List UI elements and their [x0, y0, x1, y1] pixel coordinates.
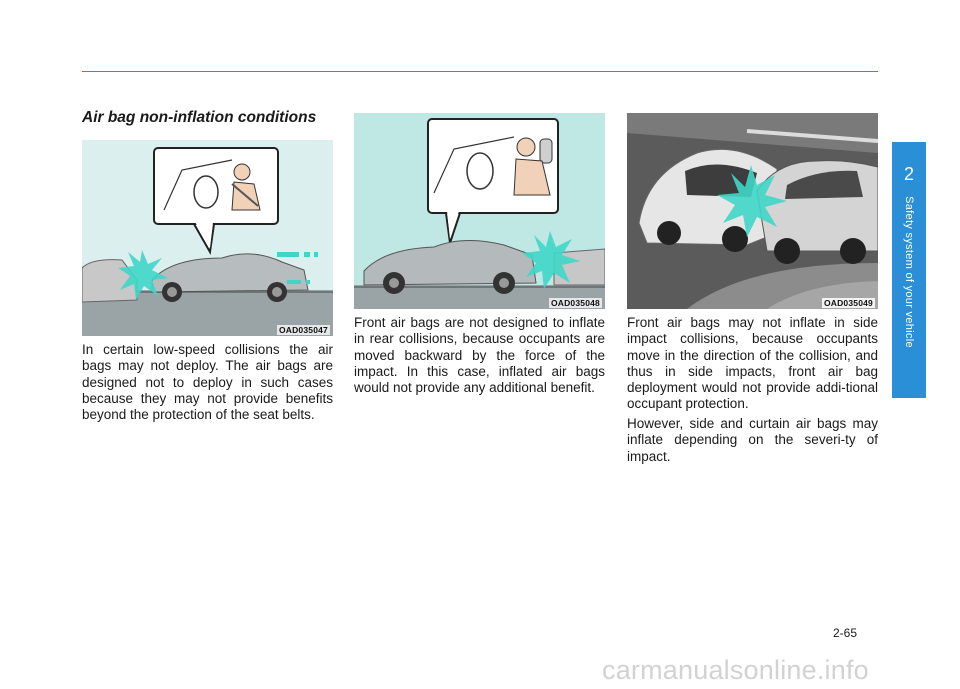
- paragraph-rear-collision: Front air bags are not designed to inflate in rear collisions, because occupants are moved backward by the force of the impact. In this case, inflated air bags would not provide any additional benefit.: [354, 315, 605, 396]
- figure-low-speed-collision: [82, 140, 333, 336]
- paragraph-side-impact: Front air bags may not inflate in side impact collisions, because occupants move in the direction of the collision, and thus in side impacts, front air bag deployment would not provide addi-tional occupant protection.: [627, 315, 878, 412]
- watermark: carmanualsonline.info: [602, 655, 869, 685]
- figure-code: OAD035047: [278, 325, 328, 335]
- paragraph-side-curtain: However, side and curtain air bags may inflate depending on the severi-ty of impact.: [627, 416, 878, 464]
- figure-rear-collision: [354, 113, 605, 309]
- rear-collision-illustration: [354, 113, 605, 309]
- figure-code: OAD035049: [823, 298, 873, 308]
- side-collision-illustration: [627, 113, 878, 309]
- page-number: 2-65: [833, 626, 858, 640]
- figure-side-collision: [627, 113, 878, 309]
- chapter-tab: [892, 142, 926, 398]
- section-title: Air bag non-inflation conditions: [82, 109, 317, 126]
- figure-code: OAD035048: [550, 298, 600, 308]
- paragraph-low-speed: In certain low-speed collisions the air bags may not deploy. The air bags are designed not to deploy in such cases because they may not provide benefits beyond the protection of the seat belts.: [82, 342, 333, 423]
- header-rule: [82, 71, 878, 72]
- low-speed-collision-illustration: [82, 140, 333, 336]
- chapter-number: 2: [903, 164, 914, 184]
- chapter-title: Safety system of your vehicle: [903, 196, 915, 348]
